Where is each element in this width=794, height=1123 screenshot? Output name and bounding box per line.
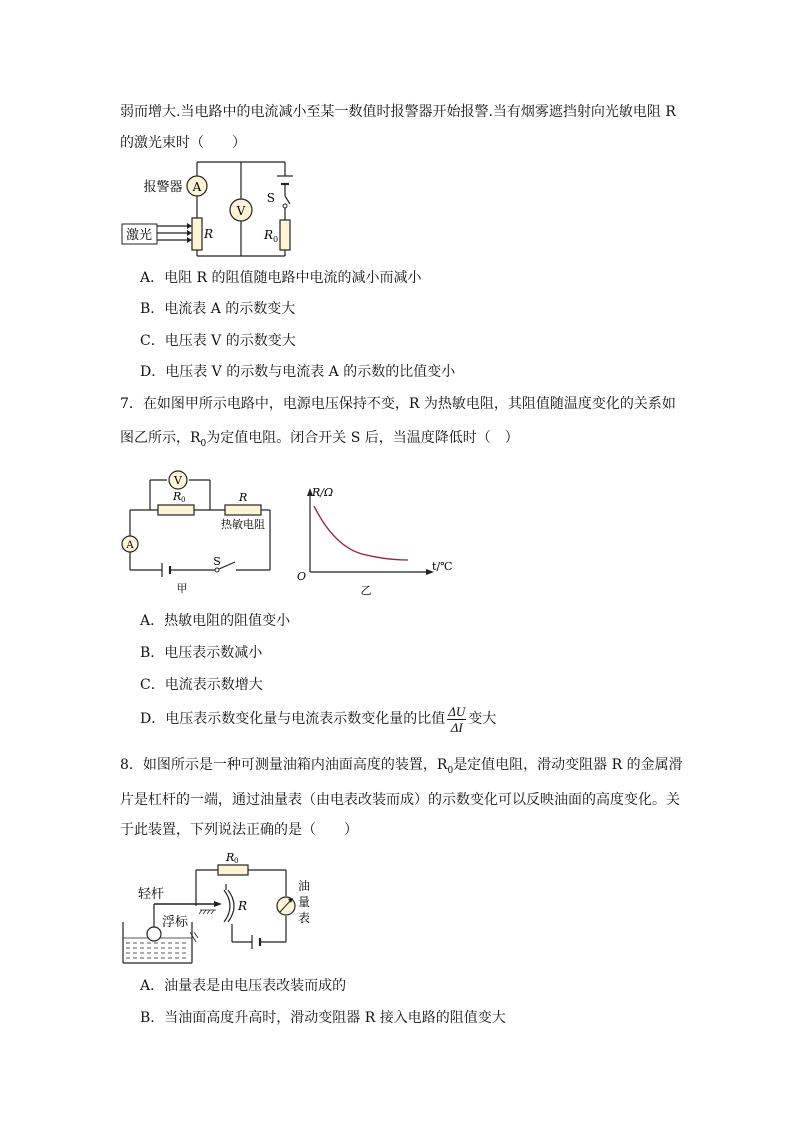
float-ball [147,927,161,941]
r0-subscript: 0 [181,496,186,504]
voltmeter-label: V [236,204,246,218]
meter-label-1: 油 [298,879,311,893]
q6-option-b[interactable]: B．电流表 A 的示数变大 [140,301,296,317]
photoresistor-r [192,218,202,250]
q8-stem-line-3: 于此装置，下列说法正确的是（ ） [120,822,358,838]
resistor-r0-label: R [263,228,273,242]
q8-stem-line-1 [120,755,683,781]
q7-stem-rest: 为定值电阻。闭合开关 S 后，当温度降低时（ ） [206,430,519,446]
q7-stem-line-2 [120,428,519,454]
lever-label: 轻杆 [138,887,165,902]
resistor-r-label: R [204,227,214,241]
ammeter-label: A [126,540,134,551]
q7-option-d[interactable] [140,702,496,736]
r0-label: R [173,490,182,503]
q6-circuit-diagram [115,158,305,264]
resistor-r0 [158,505,194,515]
q7-stem-r0-sub: 0 [200,438,207,449]
thermistor-r [225,505,261,515]
q7-option-d-prefix: D．电压表示数变化量与电流表示数变化量的比值 [140,711,446,727]
r-label: R [238,899,248,913]
q8-stem-start: 8．如图所示是一种可测量油箱内油面高度的装置，R [120,757,448,773]
q8-stem-line-2: 片是杠杆的一端，通过油量表（由电表改装而成）的示数变化可以反映油面的高度变化。关 [120,792,680,808]
ammeter-symbol [122,536,138,552]
r-label: R [239,491,248,504]
ammeter-label: A [192,180,202,194]
resistor-r0-subscript: 0 [273,235,279,244]
thermistor-label: 热敏电阻 [221,518,265,531]
graph-origin: O [297,570,307,583]
q6-stem-line-2: 的激光束时（ ） [120,135,246,151]
meter-label-3: 表 [298,911,311,925]
q6-stem-line-1: 弱而增大.当电路中的电流减小至某一数值时报警器开始报警.当有烟雾遮挡射向光敏电阻 R [120,104,676,120]
switch-label: S [266,191,275,205]
resistor-r0 [280,220,290,250]
fraction-denominator: ΔI [450,719,463,735]
q8-option-a[interactable]: A．油量表是由电压表改装而成的 [140,978,347,994]
q7-option-d-suffix: 变大 [468,711,497,727]
q7-stem-line-1: 7．在如图甲所示电路中，电源电压保持不变，R 为热敏电阻，其阻值随温度变化的关系如 [120,396,676,412]
q6-option-c[interactable]: C．电压表 V 的示数变大 [140,333,296,349]
q6-option-a[interactable]: A．电阻 R 的阻值随电路中电流的减小而减小 [140,270,422,286]
graph-x-label: t/℃ [432,560,453,573]
oil-meter-symbol [277,897,295,915]
r0-label: R [226,851,235,864]
q6-option-d[interactable]: D．电压表 V 的示数与电流表 A 的示数的比值变小 [140,364,456,380]
voltmeter-label: V [174,474,182,487]
r-t-curve [314,506,408,560]
laser-label: 激光 [125,228,153,243]
voltmeter-symbol [169,471,187,489]
float-label: 浮标 [162,915,189,930]
voltmeter-symbol [230,199,252,221]
caption-jia: 甲 [176,582,188,594]
fraction-numerator: ΔU [448,703,466,719]
q7-option-b[interactable]: B．电压表示数减小 [140,645,263,661]
variable-resistor-r [224,890,230,922]
q8-stem-rest: 是定值电阻，滑动变阻器 R 的金属滑 [453,757,683,773]
alarm-label: 报警器 [143,180,183,195]
graph-y-label: R/Ω [312,486,334,499]
ammeter-symbol [187,176,207,196]
q7-circuit-jia [118,468,278,594]
q7-graph-yi [290,484,460,596]
delta-u-over-delta-i [447,704,466,735]
q7-option-a[interactable]: A．热敏电阻的阻值变小 [140,613,291,629]
switch-label: S [213,555,221,568]
q8-option-b[interactable]: B．当油面高度升高时，滑动变阻器 R 接入电路的阻值变大 [140,1010,506,1026]
meter-label-2: 量 [298,895,311,909]
q8-oil-gauge-diagram [118,846,318,968]
q7-option-c[interactable]: C．电流表示数增大 [140,677,263,693]
caption-yi: 乙 [360,584,372,596]
r0-subscript: 0 [234,857,239,865]
resistor-r0 [218,865,248,875]
q7-stem-r0: 图乙所示，R [120,430,201,446]
q8-stem-r0-sub: 0 [447,765,454,776]
